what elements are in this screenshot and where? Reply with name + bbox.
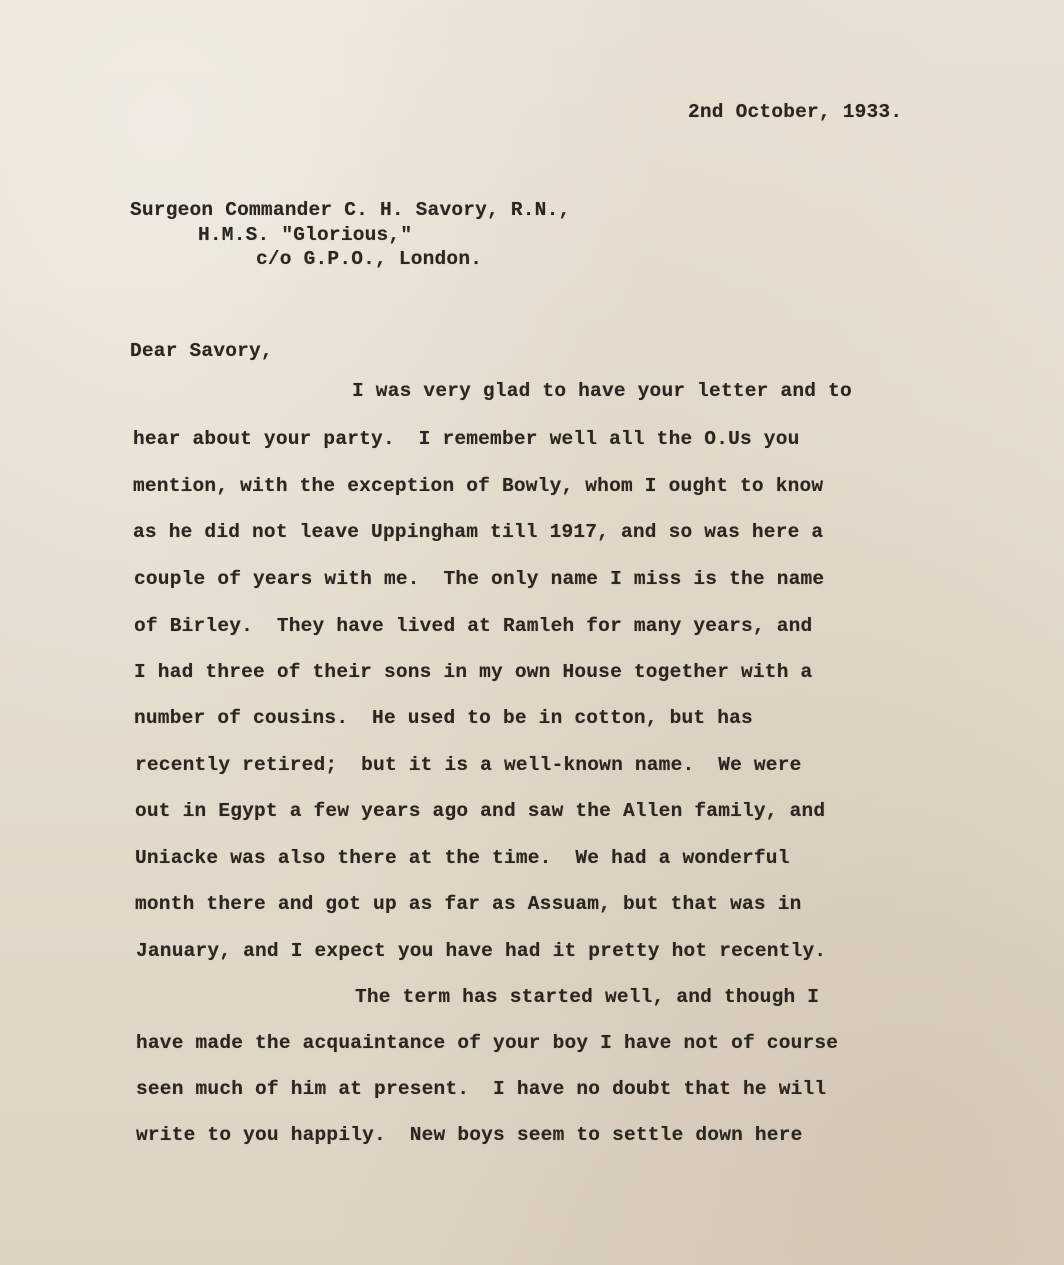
body-line: as he did not leave Uppingham till 1917, and so was here a: [133, 521, 824, 543]
body-line: I was very glad to have your letter and to: [352, 380, 852, 402]
salutation: Dear Savory,: [130, 340, 273, 362]
body-line: out in Egypt a few years ago and saw the Allen family, and: [135, 800, 826, 822]
recipient-postal: c/o G.P.O., London.: [256, 248, 483, 270]
body-line: mention, with the exception of Bowly, whom I ought to know: [133, 475, 824, 497]
letter-date: 2nd October, 1933.: [688, 101, 903, 123]
body-line: write to you happily. New boys seem to settle down here: [136, 1124, 803, 1146]
recipient-ship: H.M.S. "Glorious,": [198, 224, 413, 246]
body-line: of Birley. They have lived at Ramleh for many years, and: [134, 615, 813, 637]
body-line: Uniacke was also there at the time. We had a wonderful: [135, 847, 790, 869]
body-line: recently retired; but it is a well-known name. We were: [135, 754, 802, 776]
body-line: month there and got up as far as Assuam, but that was in: [135, 893, 802, 915]
body-line: I had three of their sons in my own House together with a: [134, 661, 813, 683]
body-line: couple of years with me. The only name I miss is the name: [134, 568, 825, 590]
body-line: seen much of him at present. I have no doubt that he will: [136, 1078, 827, 1100]
body-line: number of cousins. He used to be in cotton, but has: [134, 707, 753, 729]
body-line: have made the acquaintance of your boy I have not of course: [136, 1032, 839, 1054]
body-line: hear about your party. I remember well all the O.Us you: [133, 428, 800, 450]
body-line: The term has started well, and though I: [355, 986, 820, 1008]
recipient-name: Surgeon Commander C. H. Savory, R.N.,: [130, 199, 571, 221]
body-line: January, and I expect you have had it pretty hot recently.: [136, 940, 827, 962]
